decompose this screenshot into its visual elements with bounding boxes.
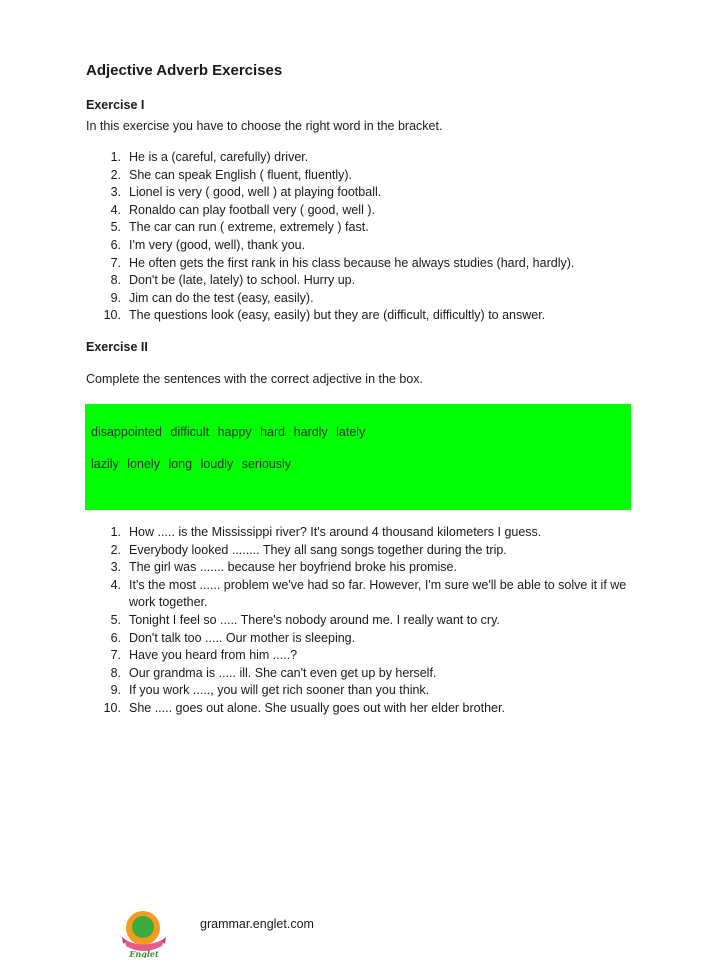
list-item: 5. The car can run ( extreme, extremely ) fast.: [110, 220, 369, 235]
word-chip: lately: [336, 425, 366, 439]
site-url[interactable]: grammar.englet.com: [200, 917, 314, 931]
exercise-1-list: [86, 149, 646, 325]
list-item: 1. He is a (careful, carefully) driver.: [110, 150, 309, 164]
list-item: 2. Everybody looked ........ They all sang songs together during the trip.: [110, 542, 507, 557]
word-chip: happy: [217, 425, 252, 439]
word-chip: lonely: [127, 457, 160, 471]
word-chip: loudly: [200, 457, 234, 471]
word-chip: hard: [260, 425, 286, 439]
englet-logo: [120, 906, 170, 958]
list-item: 6. I'm very (good, well), thank you.: [110, 237, 306, 252]
list-item: 5. Tonight I feel so ..... There's nobody around me. I really want to cry.: [110, 612, 500, 627]
list-item: 7. Have you heard from him .....?: [110, 648, 298, 663]
list-item: 3. Lionel is very ( good, well ) at playing football.: [110, 185, 382, 200]
list-item: 4. It's the most ...... problem we've had so far. However, I'm sure we'll be able to solve it if we work together.: [110, 577, 627, 610]
logo-text: Englet: [129, 949, 159, 958]
exercise-1-heading: Exercise I: [86, 98, 145, 112]
word-chip: hardly: [293, 425, 328, 439]
word-chip: disappointed: [91, 425, 162, 439]
logo-icon: [120, 906, 170, 958]
exercise-2-instructions: Complete the sentences with the correct adjective in the box.: [86, 372, 423, 386]
page-title: Adjective Adverb Exercises: [86, 62, 283, 79]
list-item: 9. If you work ....., you will get rich sooner than you think.: [110, 683, 430, 698]
list-item: 6. Don't talk too ..... Our mother is sleeping.: [110, 630, 356, 645]
word-chip: seriously: [241, 457, 292, 471]
word-box-row-2: [91, 457, 296, 471]
list-item: 8. Don't be (late, lately) to school. Hurry up.: [110, 273, 356, 288]
exercise-2-heading: Exercise II: [86, 340, 148, 354]
list-item: 10. She ..... goes out alone. She usually goes out with her elder brother.: [103, 700, 505, 715]
list-item: 3. The girl was ....... because her boyfriend broke his promise.: [110, 560, 457, 575]
word-chip: long: [168, 457, 193, 471]
word-chip: lazily: [91, 457, 119, 471]
list-item: 10. The questions look (easy, easily) but they are (difficult, difficultly) to answer.: [103, 308, 546, 323]
list-item: 4. Ronaldo can play football very ( good, well ).: [110, 202, 375, 217]
list-item: 8. Our grandma is ..... ill. She can't even get up by herself.: [110, 665, 437, 680]
list-item: 2. She can speak English ( fluent, fluently).: [110, 167, 353, 182]
word-box-row-1: [91, 425, 370, 439]
list-item: 9. Jim can do the test (easy, easily).: [110, 290, 314, 305]
exercise-2-list: [86, 524, 646, 718]
exercise-1-instructions: In this exercise you have to choose the right word in the bracket.: [86, 119, 443, 133]
word-chip: difficult: [170, 425, 210, 439]
list-item: 7. He often gets the first rank in his class because he always studies (hard, hardly).: [110, 255, 575, 270]
list-item: 1. How ..... is the Mississippi river? It's around 4 thousand kilometers I guess.: [110, 525, 542, 539]
word-box: [85, 404, 631, 510]
